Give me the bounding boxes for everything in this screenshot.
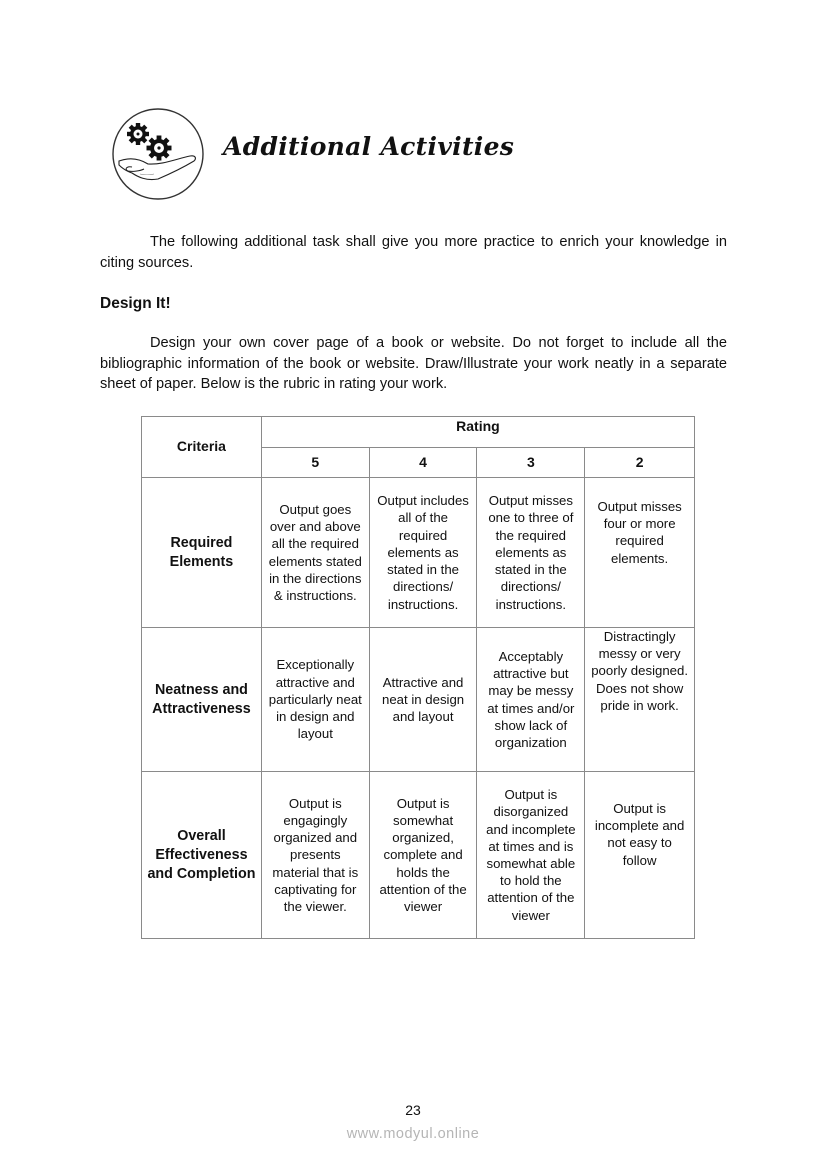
intro-paragraph — [100, 232, 727, 273]
table-cell: Output is engagingly organized and presents material that is captivating for the viewer. — [261, 772, 369, 939]
rating-3: 3 — [477, 448, 585, 478]
criteria-header: Criteria — [142, 417, 262, 478]
table-cell: Attractive and neat in design and layout — [369, 628, 477, 772]
table-cell: Output is incomplete and not easy to follow — [585, 772, 695, 939]
criterion-neatness: Neatness and Attractiveness — [142, 628, 262, 772]
page-number: 23 — [405, 1102, 421, 1118]
rating-4: 4 — [369, 448, 477, 478]
table-cell: Output goes over and above all the required elements stated in the directions & instructions. — [261, 478, 369, 628]
instructions-paragraph — [100, 333, 727, 395]
intro-text: The following additional task shall give you more practice to enrich your knowledge in citing sources. — [100, 234, 727, 271]
table-cell: Output is somewhat organized, complete and holds the attention of the viewer — [369, 772, 477, 939]
rubric-table — [141, 416, 695, 939]
rating-header: Rating — [261, 417, 694, 448]
table-cell: Output misses four or more required elements. — [585, 478, 695, 628]
criterion-required-elements: Required Elements — [142, 478, 262, 628]
instructions-text: Design your own cover page of a book or website. Do not forget to include all the bibliographic information of the book or website. Draw/Illustrate your work neatly in a separate sheet of paper. Below is the rubric in rating your work. — [100, 335, 727, 392]
criterion-overall-effectiveness: Overall Effectiveness and Completion — [142, 772, 262, 939]
page-title: Additional Activities — [223, 132, 515, 161]
rating-5: 5 — [261, 448, 369, 478]
watermark: www.modyul.online — [346, 1126, 480, 1142]
table-cell: Acceptably attractive but may be messy at times and/or show lack of organization — [477, 628, 585, 772]
section-heading: Design It! — [100, 295, 171, 312]
table-row — [142, 628, 695, 772]
table-cell: Output misses one to three of the required elements as stated in the directions/ instructions. — [477, 478, 585, 628]
table-cell: Output includes all of the required elements as stated in the directions/ instructions. — [369, 478, 477, 628]
table-cell: Exceptionally attractive and particularly neat in design and layout — [261, 628, 369, 772]
table-row — [142, 478, 695, 628]
table-cell: Distractingly messy or very poorly designed. Does not show pride in work. — [585, 628, 695, 772]
hand-with-gears-icon — [110, 107, 206, 201]
table-row — [142, 772, 695, 939]
table-cell: Output is disorganized and incomplete at times and is somewhat able to hold the attention of the viewer — [477, 772, 585, 939]
rating-2: 2 — [585, 448, 695, 478]
